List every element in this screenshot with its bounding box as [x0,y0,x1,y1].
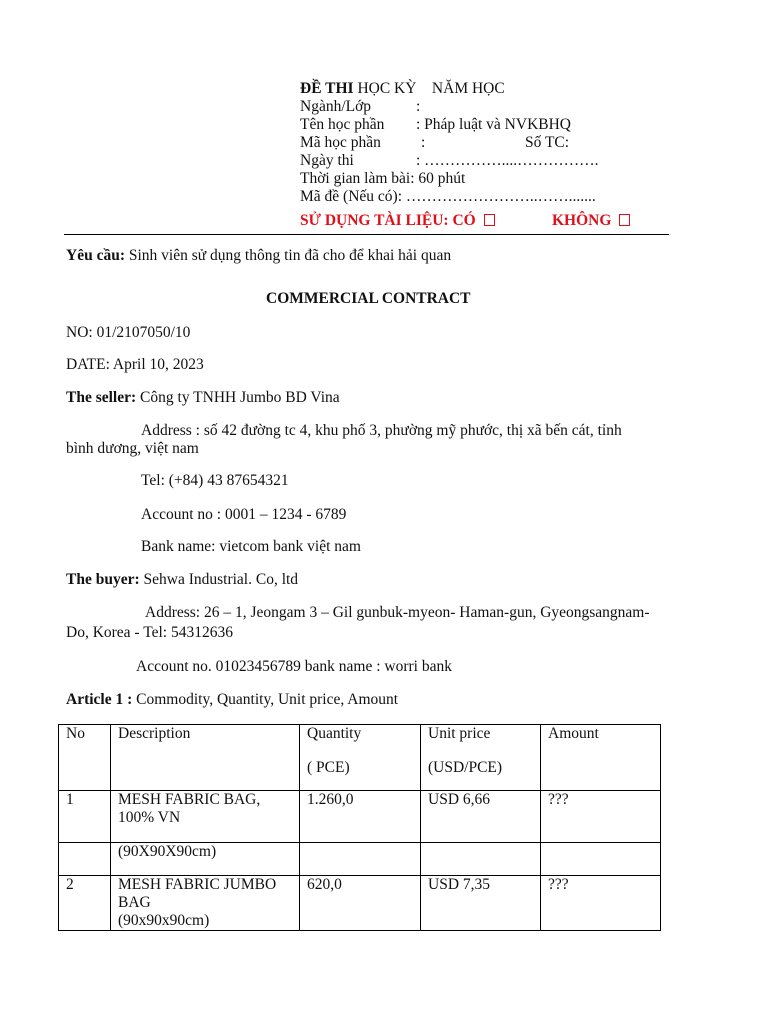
exam-title-rest: HỌC KỲ NĂM HỌC [353,80,505,97]
row-description: MESH FABRIC JUMBO BAG (90x90x90cm) [111,876,300,931]
exam-code: Mã đề (Nếu có): ……………………..……....... [300,188,596,205]
seller-tel: Tel: (+84) 43 87654321 [141,472,289,489]
course-name-value: : Pháp luật và NVKBHQ [416,116,571,133]
checkbox-no-icon [619,214,630,226]
row-unit-price [421,843,541,876]
seller-label: The seller: [66,389,137,406]
buyer-address-line2: Do, Korea - Tel: 54312636 [66,624,233,641]
requirement-text: Sinh viên sử dụng thông tin đã cho để khai hải quan [124,247,452,264]
seller-address-line1: Address : số 42 đường tc 4, khu phố 3, phường mỹ phước, thị xã bến cát, tỉnh [141,422,622,439]
header-no: No [59,725,111,791]
course-code-label: Mã học phần [300,134,381,151]
table-header-row [59,725,661,791]
buyer [66,571,298,589]
materials-yes [300,212,495,230]
checkbox-yes-icon [484,214,495,226]
commodity-table [58,724,661,931]
seller-bank: Bank name: vietcom bank việt nam [141,538,361,555]
class-value: : [416,98,421,115]
row-description: (90X90X90cm) [111,843,300,876]
exam-title-bold: ĐỀ THI [300,80,354,97]
exam-date-value: : ……………....……………. [416,152,599,169]
seller [66,389,340,407]
row-unit-price: USD 6,66 [421,791,541,843]
row-amount [541,843,661,876]
row-quantity: 1.260,0 [300,791,421,843]
exam-title [300,80,505,98]
article-1 [66,691,398,709]
article-1-label: Article 1 : [66,691,133,708]
table-row [59,791,661,843]
header-unit-price: Unit price (USD/PCE) [421,725,541,791]
article-1-text: Commodity, Quantity, Unit price, Amount [132,691,399,708]
materials-no [552,212,630,230]
row-no: 2 [59,876,111,931]
table-row [59,843,661,876]
materials-yes-label: SỬ DỤNG TÀI LIỆU: CÓ [300,212,476,229]
seller-name: Công ty TNHH Jumbo BD Vina [136,389,340,406]
contract-title: COMMERCIAL CONTRACT [266,290,471,307]
exam-date-label: Ngày thi [300,152,354,169]
seller-account: Account no : 0001 – 1234 - 6789 [141,506,347,523]
requirement-label: Yêu cầu: [66,247,125,264]
buyer-name: Sehwa Industrial. Co, ltd [139,571,299,588]
materials-no-label: KHÔNG [552,212,612,229]
buyer-account: Account no. 01023456789 bank name : worri bank [136,658,452,675]
contract-number: NO: 01/2107050/10 [66,324,191,341]
course-name-label: Tên học phần [300,116,385,133]
header-quantity: Quantity ( PCE) [300,725,421,791]
table-row [59,876,661,931]
credits-label: Số TC: [525,134,570,151]
buyer-address-line1: Address: 26 – 1, Jeongam 3 – Gil gunbuk-myeon- Haman-gun, Gyeongsangnam- [145,604,650,621]
contract-date: DATE: April 10, 2023 [66,356,204,373]
row-amount: ??? [541,791,661,843]
row-quantity [300,843,421,876]
class-label: Ngành/Lớp [300,98,372,115]
course-code-value: : [421,134,426,151]
row-no: 1 [59,791,111,843]
row-no [59,843,111,876]
row-description: MESH FABRIC BAG, 100% VN [111,791,300,843]
row-quantity: 620,0 [300,876,421,931]
header-amount: Amount [541,725,661,791]
buyer-label: The buyer: [66,571,140,588]
row-amount: ??? [541,876,661,931]
header-description: Description [111,725,300,791]
exam-duration: Thời gian làm bài: 60 phút [300,170,466,187]
seller-address-line2: bình dương, việt nam [66,440,199,457]
row-unit-price: USD 7,35 [421,876,541,931]
header-divider [64,234,669,235]
requirement [66,247,451,265]
